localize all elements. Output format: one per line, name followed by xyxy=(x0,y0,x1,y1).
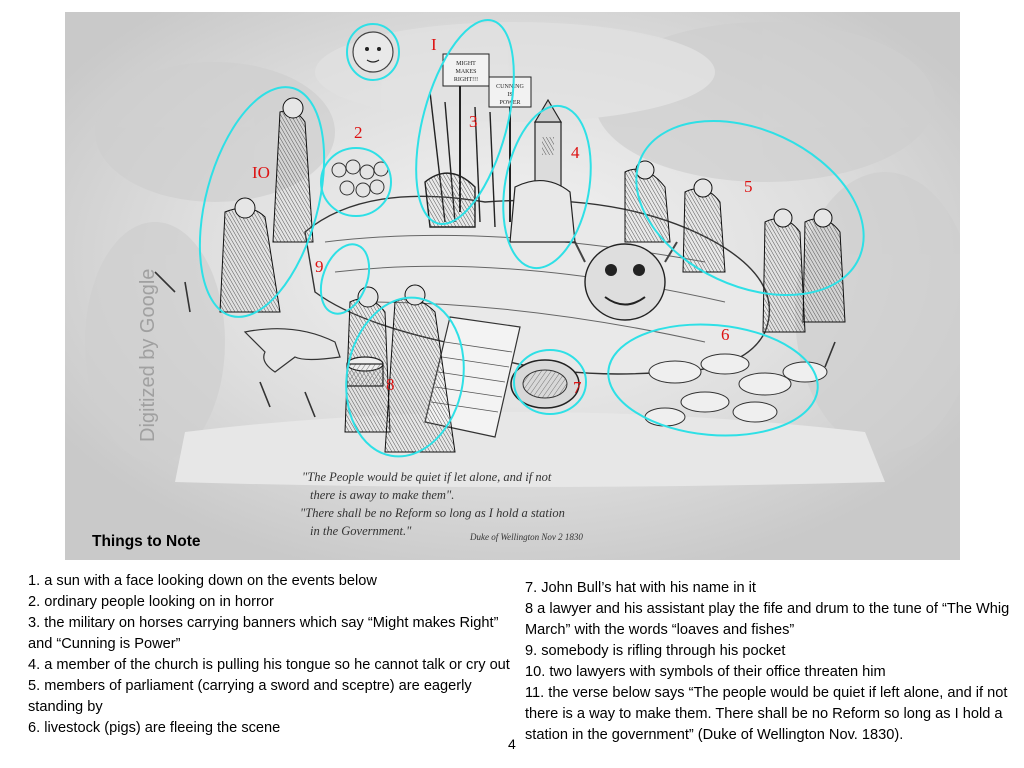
banner-1-text: MIGHT xyxy=(456,61,476,67)
things-to-note-label: Things to Note xyxy=(92,533,201,550)
page-number: 4 xyxy=(508,736,516,752)
quote-signature: Duke of Wellington Nov 2 1830 xyxy=(470,532,583,542)
google-watermark: Digitized by Google xyxy=(137,268,159,442)
number-5: 5 xyxy=(744,177,753,196)
drum xyxy=(347,357,383,386)
note-item: 2. ordinary people looking on in horror xyxy=(28,594,274,610)
svg-text:POWER: POWER xyxy=(499,100,521,106)
number-7: 7 xyxy=(573,378,582,397)
note-item: 6. livestock (pigs) are fleeing the scene xyxy=(28,720,281,736)
clergy-figure xyxy=(510,181,575,242)
quote-line-2: there is away to make them". xyxy=(310,488,455,502)
svg-text:IS: IS xyxy=(507,92,513,98)
note-item: 4. a member of the church is pulling his tongue so he cannot talk or cry out xyxy=(28,657,510,673)
note-item: 5. members of parliament (carrying a sword and sceptre) are eagerly standing by xyxy=(28,678,472,715)
number-3: 3 xyxy=(469,112,478,131)
quote-line-1: "The People would be quiet if let alone, and if not xyxy=(302,470,552,484)
note-item: 11. the verse below says “The people would be quiet if left alone, and if not there is a way to make them. There shall be no Reform so long as I hold a station in the government” (Duke of Wellington Nov. 1830). xyxy=(525,685,1008,743)
quote-line-3: "There shall be no Reform so long as I hold a station xyxy=(300,506,565,520)
quote-line-4: in the Government." xyxy=(310,524,412,538)
note-item: 10. two lawyers with symbols of their office threaten him xyxy=(525,664,886,680)
number-1: I xyxy=(431,35,437,54)
banner-2-text: CUNNING xyxy=(496,84,524,90)
number-4: 4 xyxy=(571,143,580,162)
notes-left-column xyxy=(28,571,518,739)
note-item: 9. somebody is rifling through his pocket xyxy=(525,643,786,659)
number-8: 8 xyxy=(386,375,395,394)
note-item: 8 a lawyer and his assistant play the fife and drum to the tune of “The Whig March” with the words “loaves and fishes” xyxy=(525,601,1010,638)
notes-right-column xyxy=(525,578,1011,746)
engraving-image xyxy=(65,12,960,560)
number-2: 2 xyxy=(354,123,363,142)
sun-face xyxy=(353,32,393,72)
note-item: 1. a sun with a face looking down on the events below xyxy=(28,573,377,589)
note-item: 3. the military on horses carrying banners which say “Might makes Right” and “Cunning is Power” xyxy=(28,615,499,652)
svg-text:MAKES: MAKES xyxy=(455,69,477,75)
number-9: 9 xyxy=(315,257,324,276)
svg-text:RIGHT!!!: RIGHT!!! xyxy=(453,77,479,83)
note-item: 7. John Bull’s hat with his name in it xyxy=(525,580,756,596)
number-10: IO xyxy=(252,163,270,182)
number-6: 6 xyxy=(721,325,730,344)
